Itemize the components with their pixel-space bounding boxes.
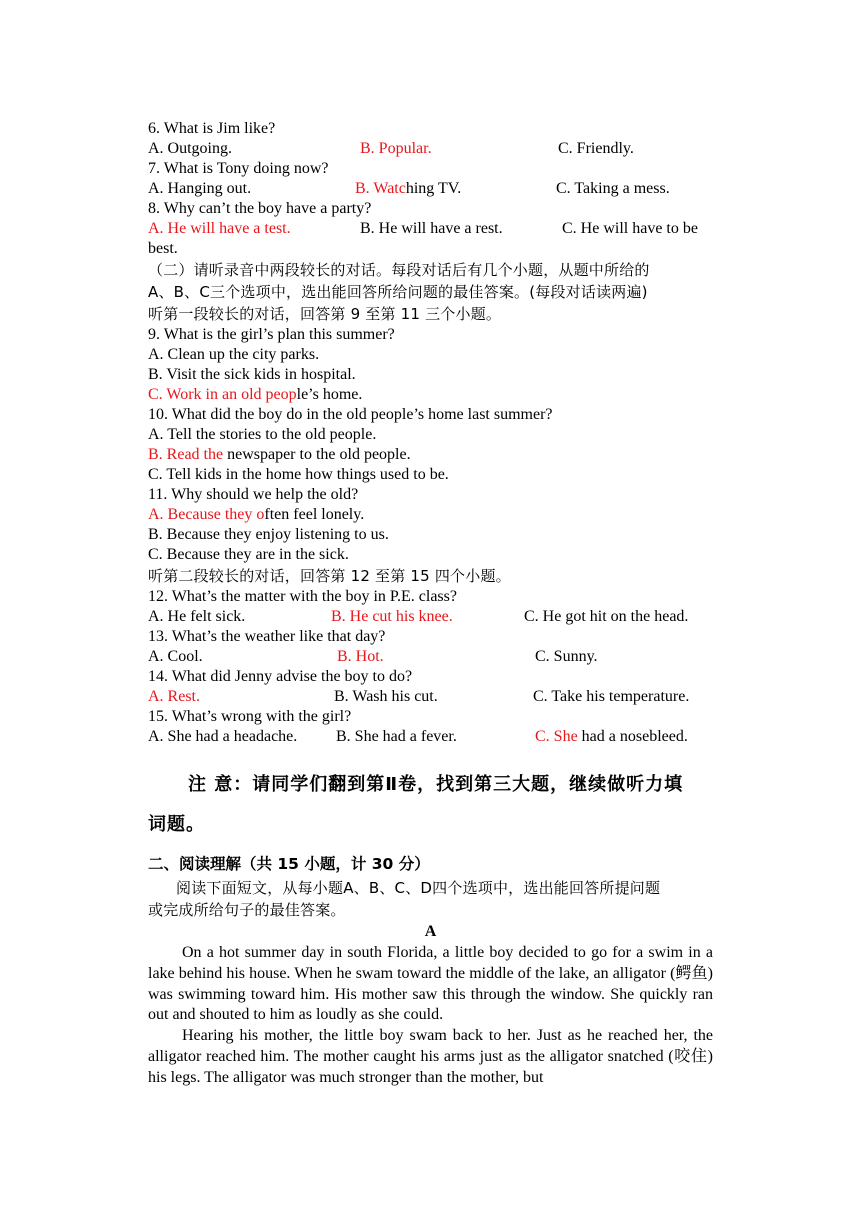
option-b [148,445,713,465]
option-c: C. Take his temperature. [533,688,690,705]
question-13-options [148,647,713,667]
answer-highlight: C. Work in an old peop [148,386,297,403]
option-a: A. He felt sick. [148,608,246,625]
option-b: B. Because they enjoy listening to us. [148,526,389,543]
question-12-options [148,607,713,627]
option-c [148,385,713,405]
question-15-options [148,727,713,747]
option-a-answer: A. He will have a test. [148,220,291,237]
option-rest: ften feel lonely. [264,506,365,523]
notice-line-2: 词题。 [148,814,205,835]
option-a: A. Cool. [148,648,203,665]
answer-highlight: C. She [535,728,578,745]
option-b: B. He will have a rest. [360,220,503,237]
option-rest: hing TV. [405,180,462,197]
option-b: B. Wash his cut. [334,688,438,705]
option-b-answer: B. Hot. [337,648,384,665]
question-7 [148,159,713,179]
question-6 [148,119,713,139]
option-rest: le’s home. [296,386,363,403]
option-c: C. He will have to be [562,220,698,237]
question-12: 12. What’s the matter with the boy in P.E. class? [148,588,457,605]
answer-highlight: A. Because they o [148,506,265,523]
passage-label: A [424,923,437,940]
option-b: B. She had a fever. [336,728,457,745]
question-11: 11. Why should we help the old? [148,486,359,503]
option-c: C. Because they are in the sick. [148,546,349,563]
option-a-answer: A. Rest. [148,688,200,705]
passage-paragraph-1: On a hot summer day in south Florida, a little boy decided to go for a swim in a lake behind his house. When he swam toward the middle of the lake, an alligator (鳄鱼) was swimming toward him. His mother saw this through the window. She quickly ran out and shouted to him as loudly as she could. [148,944,713,1024]
option-b-answer: B. He cut his knee. [331,608,453,625]
question-8-options [148,219,713,239]
option-c: C. Tell kids in the home how things used to be. [148,466,449,483]
part2-instructions-1: （二）请听录音中两段较长的对话。每段对话后有几个小题，从题中所给的 [148,261,650,279]
exam-page [148,119,713,1089]
notice-line-1: 注 意：请同学们翻到第Ⅱ卷，找到第三大题，继续做听力填 [188,774,684,795]
question-14: 14. What did Jenny advise the boy to do? [148,668,413,685]
reading-instructions-1: 阅读下面短文，从每小题A、B、C、D四个选项中，选出能回答所提问题 [176,879,661,897]
dialogue-2-intro: 听第二段较长的对话，回答第 12 至第 15 四个小题。 [148,567,511,585]
answer-highlight: B. Read the [148,446,228,463]
question-10: 10. What did the boy do in the old people’s home last summer? [148,406,553,423]
option-c: C. Sunny. [535,648,598,665]
option-b [355,179,461,199]
option-c: C. He got hit on the head. [524,608,689,625]
reading-instructions-2: 或完成所给句子的最佳答案。 [148,901,346,919]
question-text: 6. What is Jim like? [148,120,276,137]
option-c [535,727,688,747]
option-rest: had a nosebleed. [577,728,688,745]
question-14-options [148,687,713,707]
question-8 [148,199,713,219]
question-text: 8. Why can’t the boy have a party? [148,200,372,217]
notice-box [148,765,713,845]
question-7-options [148,179,713,199]
question-text: 7. What is Tony doing now? [148,160,329,177]
option-b: B. Visit the sick kids in hospital. [148,366,356,383]
answer-highlight: B. Watc [355,180,406,197]
dialogue-1-intro: 听第一段较长的对话，回答第 9 至第 11 三个小题。 [148,305,502,323]
reading-section-title: 二、阅读理解（共 15 小题，计 30 分） [148,855,430,873]
option-rest: newspaper to the old people. [227,446,411,463]
option-c: C. Friendly. [558,140,634,157]
option-a: A. She had a headache. [148,728,298,745]
option-a: A. Outgoing. [148,140,232,157]
question-9: 9. What is the girl’s plan this summer? [148,326,395,343]
option-b-answer: B. Popular. [360,140,432,157]
option-c: C. Taking a mess. [556,180,670,197]
question-8-option-c-cont: best. [148,240,178,257]
question-13: 13. What’s the weather like that day? [148,628,386,645]
question-6-options [148,139,713,159]
option-a: A. Hanging out. [148,180,252,197]
option-a: A. Clean up the city parks. [148,346,320,363]
part2-instructions-2: A、B、C三个选项中，选出能回答所给问题的最佳答案。(每段对话读两遍) [148,283,648,301]
question-15: 15. What’s wrong with the girl? [148,708,352,725]
option-a: A. Tell the stories to the old people. [148,426,377,443]
passage-paragraph-2: Hearing his mother, the little boy swam back to her. Just as he reached her, the alligator reached him. The mother caught his arms just as the alligator snatched (咬住) his legs. The alligator was much stronger than the mother, but [148,1027,713,1086]
option-a [148,505,713,525]
